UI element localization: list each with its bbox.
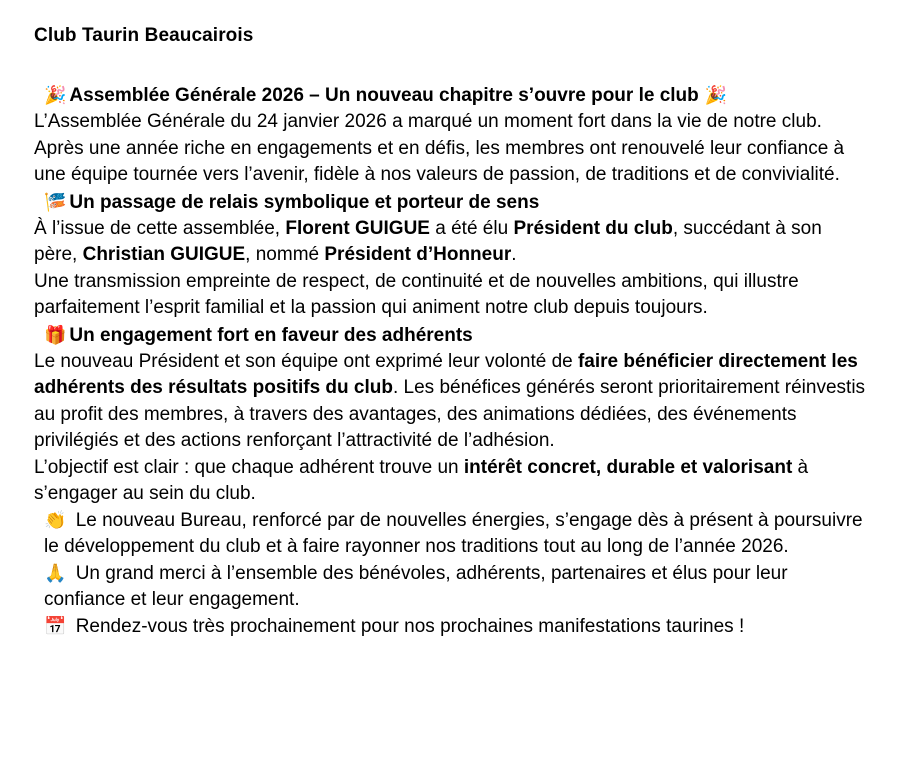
body-text: L’Assemblée Générale du 24 janvier 2026 a marqué un moment fort dans la vie de notre club. Après une année riche en engagements et en défis, les membres ont renouvelé leur confiance à une équipe tournée vers l’avenir, fidèle à nos valeurs de passion, de traditions et de convivialité. [34, 111, 845, 185]
folded-hands-icon: 🙏 [44, 562, 67, 584]
body-text: . Les bénéfices générés seront prioritairement réinvestis au profit des membres, à travers des avantages, des animations dédiées, des événements privilégiés et des actions renforçant l’attractivité de l’adhésion. [34, 377, 866, 451]
closing-line [34, 561, 870, 614]
document-body [34, 82, 870, 508]
paragraph [34, 269, 870, 322]
emphasis-text: intérêt concret, durable et valorisant [463, 456, 793, 478]
body-text: , nommé [245, 244, 325, 265]
section-heading-label: Un engagement fort en faveur des adhérents [69, 324, 473, 346]
page-title: Club Taurin Beaucairois [34, 25, 254, 46]
body-text: À l’issue de cette assemblée, [34, 217, 286, 239]
calendar-icon: 📅 [44, 615, 67, 637]
body-text: Le nouveau Président et son équipe ont exprimé leur volonté de [34, 350, 578, 372]
party-popper-icon: 🎉 [44, 85, 67, 106]
body-text: , succédant à son père, [34, 217, 822, 265]
party-popper-icon: 🎁 [44, 324, 67, 346]
paragraph [34, 349, 870, 455]
body-text: a été élu [429, 217, 514, 239]
emphasis-text: Président du club [513, 217, 673, 239]
section-heading [34, 189, 870, 216]
document-section [34, 82, 870, 189]
emphasis-text: Florent GUIGUE [285, 217, 430, 239]
body-text: L’objectif est clair : que chaque adhérent trouve un [34, 456, 464, 478]
body-text: Rendez-vous très prochainement pour nos prochaines manifestations taurines ! [70, 615, 745, 637]
closing-line [34, 508, 870, 561]
document-section [34, 322, 870, 508]
body-text: Une transmission empreinte de respect, de continuité et de nouvelles ambitions, qui illustre parfaitement l’esprit familial et la passion qui animent notre club depuis toujours. [34, 270, 799, 318]
document-section [34, 189, 870, 322]
party-popper-icon: 🎉 [698, 85, 727, 106]
emphasis-text: Christian GUIGUE [82, 244, 246, 265]
section-heading-label: Un passage de relais symbolique et porteur de sens [69, 191, 540, 213]
emphasis-text: Président d’Honneur [324, 244, 512, 265]
paragraph [34, 455, 870, 508]
clapping-hands-icon: 👏 [44, 509, 67, 531]
paragraph [34, 109, 870, 189]
body-text: . [511, 244, 517, 265]
section-heading [34, 322, 870, 349]
document-closing [34, 508, 870, 641]
body-text: Le nouveau Bureau, renforcé par de nouvelles énergies, s’engage dès à présent à poursuivre le développement du club et à faire rayonner nos traditions tout au long de l’année 2026. [44, 509, 863, 557]
title-spacer [34, 48, 870, 82]
emphasis-text: faire bénéficier directement les adhérents des résultats positifs du club [34, 350, 858, 398]
closing-line [34, 614, 870, 641]
body-text: Un grand merci à l’ensemble des bénévoles, adhérents, partenaires et élus pour leur confiance et leur engagement. [44, 562, 788, 610]
section-heading [34, 82, 870, 109]
body-text: à s’engager au sein du club. [34, 456, 809, 504]
party-popper-icon: 🎏 [44, 191, 67, 213]
section-heading-label: Assemblée Générale 2026 – Un nouveau chapitre s’ouvre pour le club [69, 85, 699, 106]
paragraph [34, 216, 870, 269]
